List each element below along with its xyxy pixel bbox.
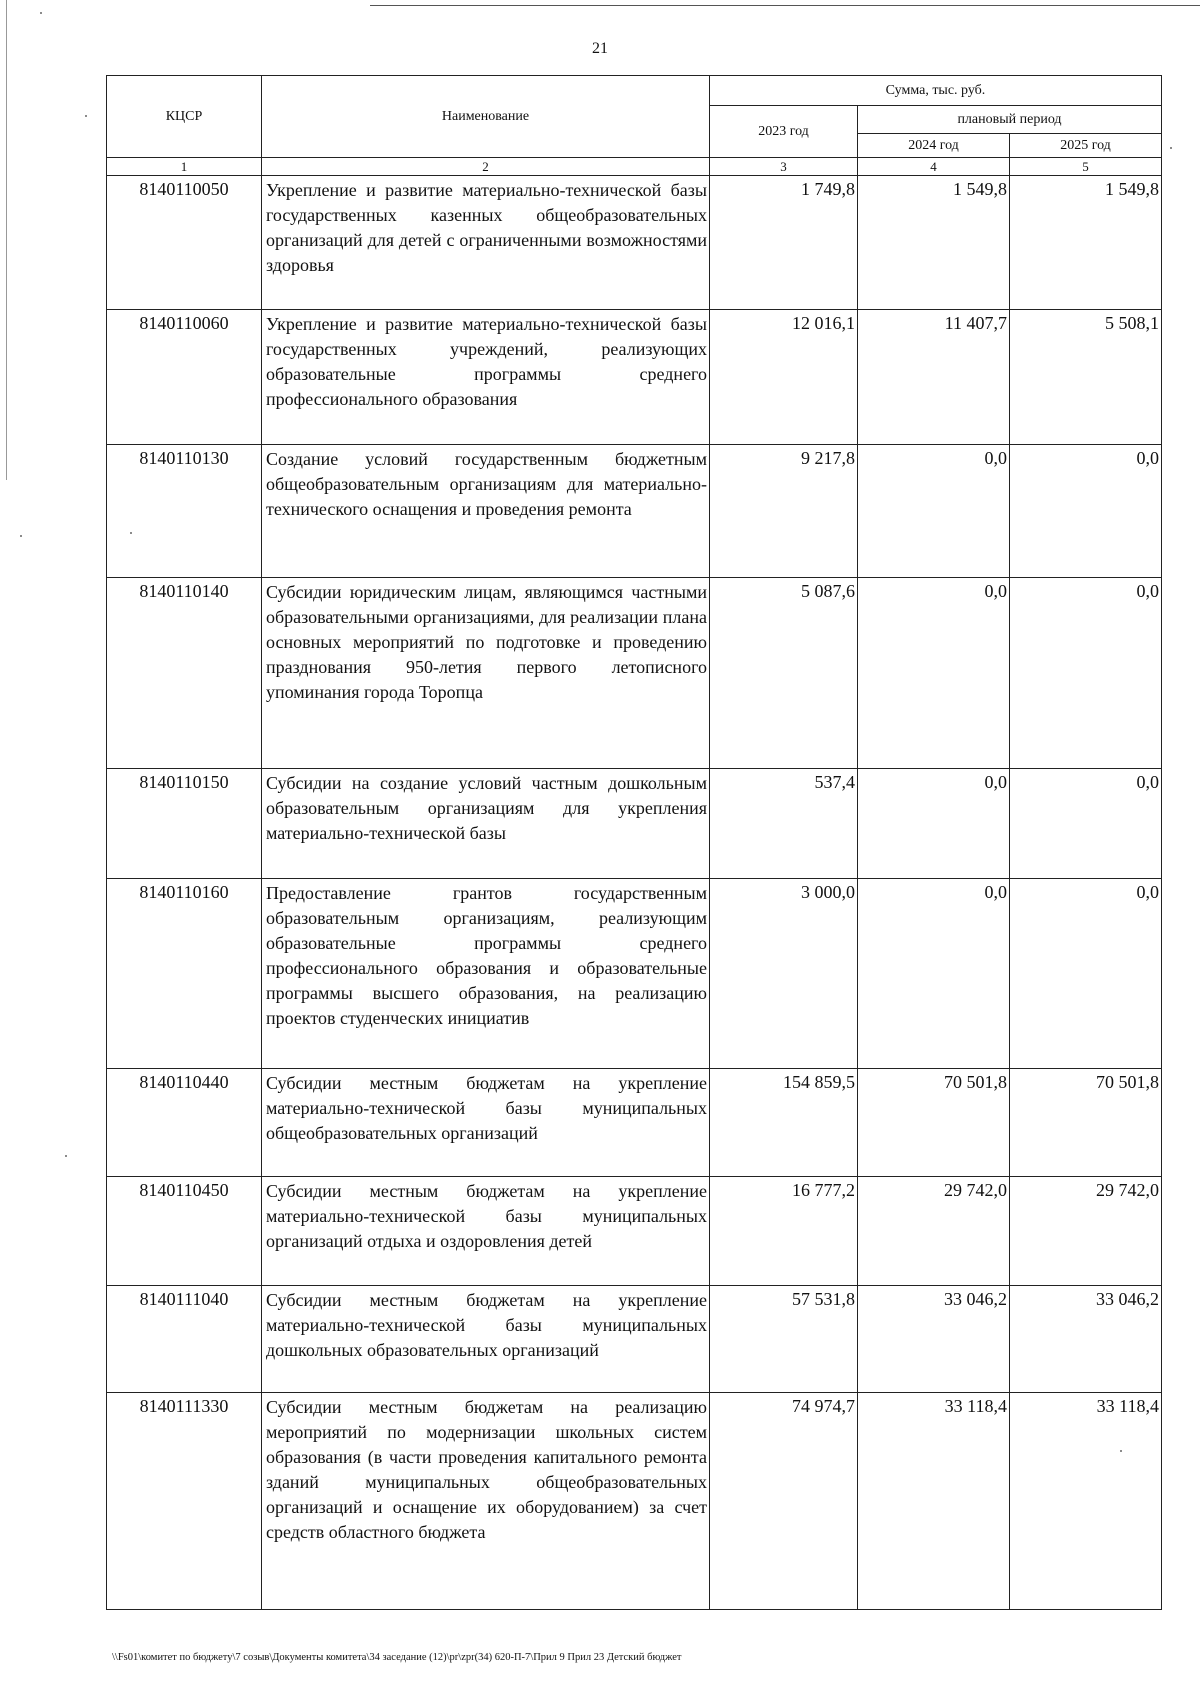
- table-row: [107, 1286, 1162, 1393]
- row-code: 8140111330: [107, 1393, 262, 1610]
- row-name: Укрепление и развитие материально-технической базы государственных учреждений, реализующих образовательные программы среднего профессионального образования: [262, 310, 710, 445]
- row-name: Создание условий государственным бюджетным общеобразовательным организациям для материально-технического оснащения и проведения ремонта: [262, 445, 710, 578]
- row-code: 8140110440: [107, 1069, 262, 1177]
- footer-file-path: \\Fs01\комитет по бюджету\7 созыв\Документы комитета\34 заседание (12)\pr\zpr(34) 620-П-7\Прил 9 Прил 23 Детский бюджет: [112, 1652, 682, 1663]
- row-value-2023: 57 531,8: [710, 1286, 858, 1393]
- col-number-5: 5: [1010, 158, 1162, 176]
- row-value-2024: 1 549,8: [858, 176, 1010, 310]
- header-year-2023: 2023 год: [710, 106, 858, 158]
- row-value-2024: 70 501,8: [858, 1069, 1010, 1177]
- row-code: 8140110130: [107, 445, 262, 578]
- header-name: Наименование: [262, 76, 710, 158]
- row-name: Укрепление и развитие материально-технической базы государственных казенных общеобразовательных организаций для детей с ограниченными возможностями здоровья: [262, 176, 710, 310]
- row-code: 8140111040: [107, 1286, 262, 1393]
- row-value-2025: 70 501,8: [1010, 1069, 1162, 1177]
- row-name: Субсидии местным бюджетам на укрепление материально-технической базы муниципальных общеобразовательных организаций: [262, 1069, 710, 1177]
- row-name: Субсидии местным бюджетам на укрепление материально-технической базы муниципальных дошкольных образовательных организаций: [262, 1286, 710, 1393]
- row-value-2025: 0,0: [1010, 445, 1162, 578]
- row-value-2025: 0,0: [1010, 578, 1162, 769]
- scan-speck: [85, 115, 87, 117]
- row-value-2023: 12 016,1: [710, 310, 858, 445]
- row-value-2023: 16 777,2: [710, 1177, 858, 1286]
- left-scan-line: [6, 0, 7, 480]
- page-number: 21: [592, 40, 608, 57]
- row-code: 8140110140: [107, 578, 262, 769]
- row-value-2023: 9 217,8: [710, 445, 858, 578]
- row-value-2025: 33 046,2: [1010, 1286, 1162, 1393]
- row-value-2025: 0,0: [1010, 769, 1162, 879]
- row-value-2023: 74 974,7: [710, 1393, 858, 1610]
- row-name: Субсидии юридическим лицам, являющимся частными образовательными организациями, для реализации плана основных мероприятий по подготовке и проведению празднования 950-летия первого летописного упоминания города Торопца: [262, 578, 710, 769]
- row-code: 8140110160: [107, 879, 262, 1069]
- col-number-1: 1: [107, 158, 262, 176]
- header-code: КЦСР: [107, 76, 262, 158]
- table-row: [107, 578, 1162, 769]
- row-value-2023: 1 749,8: [710, 176, 858, 310]
- scan-speck: [20, 535, 22, 537]
- row-name: Предоставление грантов государственным образовательным организациям, реализующим образовательные программы среднего профессионального образования и образовательные программы высшего образования, на реализацию проектов студенческих инициатив: [262, 879, 710, 1069]
- row-value-2023: 3 000,0: [710, 879, 858, 1069]
- table-row: [107, 1069, 1162, 1177]
- row-value-2024: 33 046,2: [858, 1286, 1010, 1393]
- row-name: Субсидии на создание условий частным дошкольным образовательным организациям для укрепления материально-технической базы: [262, 769, 710, 879]
- table-row: [107, 445, 1162, 578]
- row-code: 8140110450: [107, 1177, 262, 1286]
- row-value-2023: 537,4: [710, 769, 858, 879]
- table-row: [107, 879, 1162, 1069]
- row-name: Субсидии местным бюджетам на укрепление материально-технической базы муниципальных организаций отдыха и оздоровления детей: [262, 1177, 710, 1286]
- row-value-2023: 5 087,6: [710, 578, 858, 769]
- row-value-2025: 5 508,1: [1010, 310, 1162, 445]
- scan-speck: [65, 1155, 67, 1157]
- scan-speck: [40, 12, 42, 14]
- row-value-2025: 1 549,8: [1010, 176, 1162, 310]
- row-value-2025: 29 742,0: [1010, 1177, 1162, 1286]
- header-planning-period: плановый период: [858, 106, 1162, 134]
- budget-table: [106, 75, 1162, 1610]
- header-year-2025: 2025 год: [1010, 134, 1162, 158]
- header-sum: Сумма, тыс. руб.: [710, 76, 1162, 106]
- row-value-2024: 0,0: [858, 445, 1010, 578]
- top-scan-line: [370, 5, 1200, 6]
- scan-speck: [1170, 147, 1172, 149]
- row-value-2025: 33 118,4: [1010, 1393, 1162, 1610]
- scan-speck: [1120, 1450, 1122, 1452]
- table-row: [107, 310, 1162, 445]
- table-row: [107, 1177, 1162, 1286]
- row-code: 8140110050: [107, 176, 262, 310]
- row-value-2024: 0,0: [858, 769, 1010, 879]
- header-year-2024: 2024 год: [858, 134, 1010, 158]
- row-value-2025: 0,0: [1010, 879, 1162, 1069]
- row-value-2024: 0,0: [858, 578, 1010, 769]
- table-row: [107, 176, 1162, 310]
- row-name: Субсидии местным бюджетам на реализацию мероприятий по модернизации школьных систем образования (в части проведения капитального ремонта зданий муниципальных общеобразовательных организаций и оснащение их оборудованием) за счет средств областного бюджета: [262, 1393, 710, 1610]
- row-value-2024: 0,0: [858, 879, 1010, 1069]
- row-code: 8140110150: [107, 769, 262, 879]
- row-value-2024: 11 407,7: [858, 310, 1010, 445]
- row-value-2024: 33 118,4: [858, 1393, 1010, 1610]
- col-number-3: 3: [710, 158, 858, 176]
- scan-speck: [130, 532, 132, 534]
- col-number-2: 2: [262, 158, 710, 176]
- col-number-4: 4: [858, 158, 1010, 176]
- row-value-2024: 29 742,0: [858, 1177, 1010, 1286]
- table-row: [107, 769, 1162, 879]
- row-value-2023: 154 859,5: [710, 1069, 858, 1177]
- table-row: [107, 1393, 1162, 1610]
- row-code: 8140110060: [107, 310, 262, 445]
